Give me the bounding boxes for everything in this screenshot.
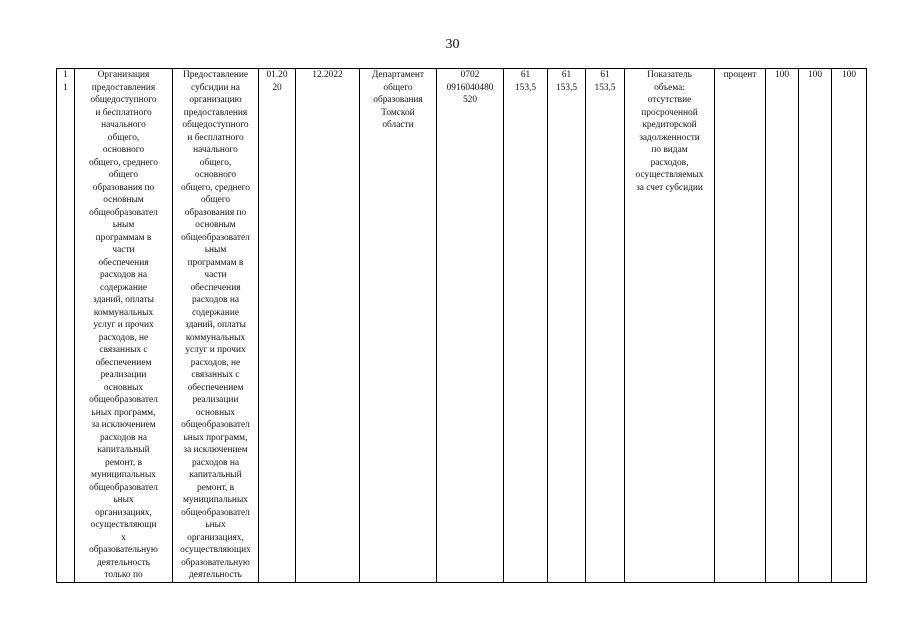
amount-cell-3: 61 153,5 [586,69,625,583]
page-number: 30 [445,37,460,52]
value-cell-3: 100 [832,69,867,583]
start-date-cell: 01.20 20 [259,69,296,583]
unit-cell: процент [715,69,766,583]
value-cell-2: 100 [799,69,832,583]
row-index-cell: 1 1 [57,69,75,583]
amount-cell-1: 61 153,5 [504,69,548,583]
budget-code-cell: 0702 0916040480 520 [437,69,504,583]
program-table [56,68,867,583]
indicator-cell: Показатель объема: отсутствие просроченной кредиторской задолженности по видам расходов, осуществляемых за счет субсидии [625,69,715,583]
activity-cell: Организация предоставления общедоступного и бесплатного начального общего, основного общего, среднего общего образования по основным общеобразовател ьным программам в части обеспечения расходов на содержание зданий, оплаты коммунальных услуг и прочих расходов, не связанных с обеспечением реализации основных общеобразовател ьных программ, за исключением расходов на капитальный ремонт, в муниципальных общеобразовател ьных организациях, осуществляющи х образовательную деятельность только по [75,69,173,583]
amount-cell-2: 61 153,5 [548,69,586,583]
measure-cell: Предоставление субсидии на организацию предоставления общедоступного и бесплатного начального общего, основного общего, среднего общего образования по основным общеобразовател ьным программам в части обеспечения расходов на содержание зданий, оплаты коммунальных услуг и прочих расходов, не связанных с обеспечением реализации основных общеобразовател ьных программ, за исключением расходов на капитальный ремонт, в муниципальных общеобразовател ьных организациях, осуществляющих образовательную деятельность [173,69,259,583]
executor-cell: Департамент общего образования Томской области [360,69,437,583]
end-date-cell: 12.2022 [296,69,360,583]
value-cell-1: 100 [766,69,799,583]
table-row [57,69,867,583]
